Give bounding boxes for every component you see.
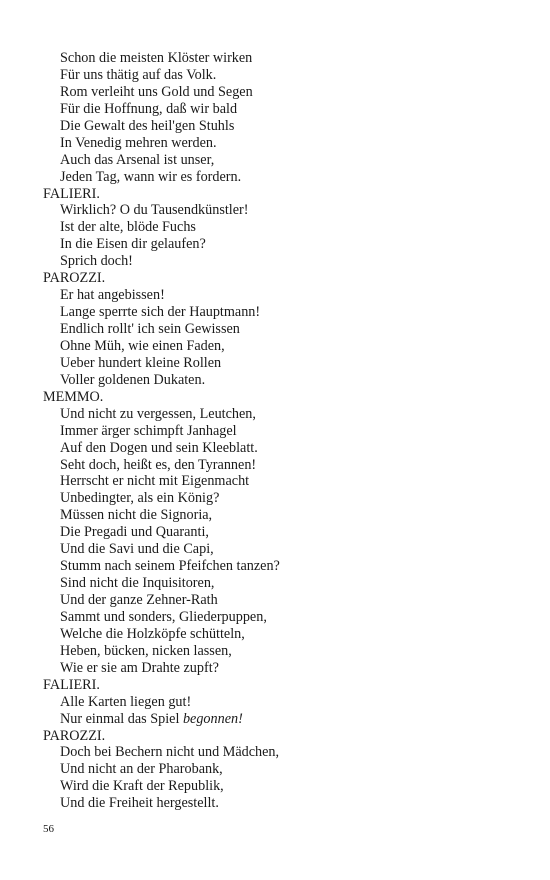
line-text: Und die Savi und die Capi,: [60, 541, 214, 558]
line-text: Für die Hoffnung, daß wir bald: [60, 100, 238, 117]
verse-line: [43, 694, 523, 711]
line-text: Wie er sie am Drahte zupft?: [60, 659, 219, 676]
line-text: Sprich doch!: [60, 253, 133, 270]
verse-line: [43, 406, 523, 423]
verse-line: [43, 101, 523, 118]
line-text: Seht doch, heißt es, den Tyrannen!: [60, 456, 257, 473]
line-text: Die Gewalt des heil'gen Stuhls: [60, 117, 235, 134]
line-text: Und nicht zu vergessen, Leutchen,: [60, 405, 256, 422]
line-text: Voller goldenen Dukaten.: [60, 371, 206, 388]
drama-text: [43, 50, 523, 812]
line-text: Ohne Müh, wie einen Faden,: [60, 337, 225, 354]
line-text: Herrscht er nicht mit Eigenmacht: [60, 473, 250, 490]
line-text: Auch das Arsenal ist unser,: [60, 151, 215, 168]
speaker-name: [43, 677, 523, 694]
verse-line: [43, 372, 523, 389]
verse-line: [43, 473, 523, 490]
verse-line: [43, 626, 523, 643]
verse-line: [43, 457, 523, 474]
verse-line: [43, 253, 523, 270]
verse-line: [43, 84, 523, 101]
line-text: MEMMO.: [43, 388, 104, 405]
verse-line: [43, 50, 523, 67]
line-text: Alle Karten liegen gut!: [60, 693, 192, 710]
line-text: Müssen nicht die Signoria,: [60, 507, 213, 524]
verse-line: [43, 643, 523, 660]
line-text: Ueber hundert kleine Rollen: [60, 354, 222, 371]
line-text: In die Eisen dir gelaufen?: [60, 236, 206, 253]
line-text: Und nicht an der Pharobank,: [60, 761, 223, 778]
speaker-name: [43, 186, 523, 203]
speaker-name: [43, 728, 523, 745]
verse-line: [43, 338, 523, 355]
verse-line: [43, 507, 523, 524]
line-text: Die Pregadi und Quaranti,: [60, 524, 209, 541]
speaker-name: [43, 270, 523, 287]
verse-line: [43, 592, 523, 609]
line-text: FALIERI.: [43, 676, 100, 693]
line-text: Unbedingter, als ein König?: [60, 490, 220, 507]
verse-line: [43, 236, 523, 253]
emphasized-text: begonnen!: [182, 710, 243, 727]
line-text: PAROZZI.: [43, 727, 106, 744]
verse-line: [43, 795, 523, 812]
line-text: Heben, bücken, nicken lassen,: [60, 642, 232, 659]
verse-line: [43, 558, 523, 575]
line-text: Sammt und sonders, Gliederpuppen,: [60, 608, 267, 625]
line-text: In Venedig mehren werden.: [60, 134, 217, 151]
verse-line: [43, 219, 523, 236]
verse-line: [43, 423, 523, 440]
line-text: Doch bei Bechern nicht und Mädchen,: [60, 744, 280, 761]
line-text: Schon die meisten Klöster wirken: [60, 50, 253, 66]
verse-line: [43, 202, 523, 219]
line-text: Und die Freiheit hergestellt.: [60, 795, 219, 812]
page-number: 56: [43, 823, 54, 835]
line-text: Welche die Holzköpfe schütteln,: [60, 625, 245, 642]
line-text: PAROZZI.: [43, 270, 106, 287]
line-text: Lange sperrte sich der Hauptmann!: [60, 304, 261, 321]
line-text: Für uns thätig auf das Volk.: [60, 66, 217, 83]
verse-line: [43, 169, 523, 186]
verse-line: [43, 744, 523, 761]
speaker-name: [43, 389, 523, 406]
line-text: Und der ganze Zehner-Rath: [60, 592, 218, 608]
verse-line: [43, 67, 523, 84]
verse-line: [43, 135, 523, 152]
line-text: Rom verleiht uns Gold und Segen: [60, 83, 253, 100]
verse-line: [43, 761, 523, 778]
verse-line: [43, 355, 523, 372]
line-text: Stumm nach seinem Pfeifchen tanzen?: [60, 558, 280, 575]
verse-line: [43, 541, 523, 558]
line-text: Ist der alte, blöde Fuchs: [60, 219, 196, 236]
verse-line: [43, 304, 523, 321]
verse-line: [43, 524, 523, 541]
line-text: Wirklich? O du Tausendkünstler!: [60, 202, 249, 219]
line-text: Wird die Kraft der Republik,: [60, 778, 224, 795]
verse-line: [43, 660, 523, 677]
line-text: Auf den Dogen und sein Kleeblatt.: [60, 439, 258, 456]
line-text: Endlich rollt' ich sein Gewissen: [60, 321, 240, 337]
verse-line: [43, 778, 523, 795]
line-text: Nur einmal das Spiel: [60, 710, 183, 727]
verse-line: [43, 609, 523, 626]
verse-line: [43, 118, 523, 135]
verse-line: [43, 287, 523, 304]
verse-line: [43, 152, 523, 169]
verse-line: [43, 490, 523, 507]
verse-line: [43, 321, 523, 338]
line-text: Jeden Tag, wann wir es fordern.: [60, 168, 242, 185]
line-text: Immer ärger schimpft Janhagel: [60, 422, 237, 439]
line-text: FALIERI.: [43, 185, 100, 202]
verse-line: [43, 711, 523, 728]
line-text: Sind nicht die Inquisitoren,: [60, 575, 215, 592]
verse-line: [43, 575, 523, 592]
line-text: Er hat angebissen!: [60, 287, 165, 304]
verse-line: [43, 440, 523, 457]
